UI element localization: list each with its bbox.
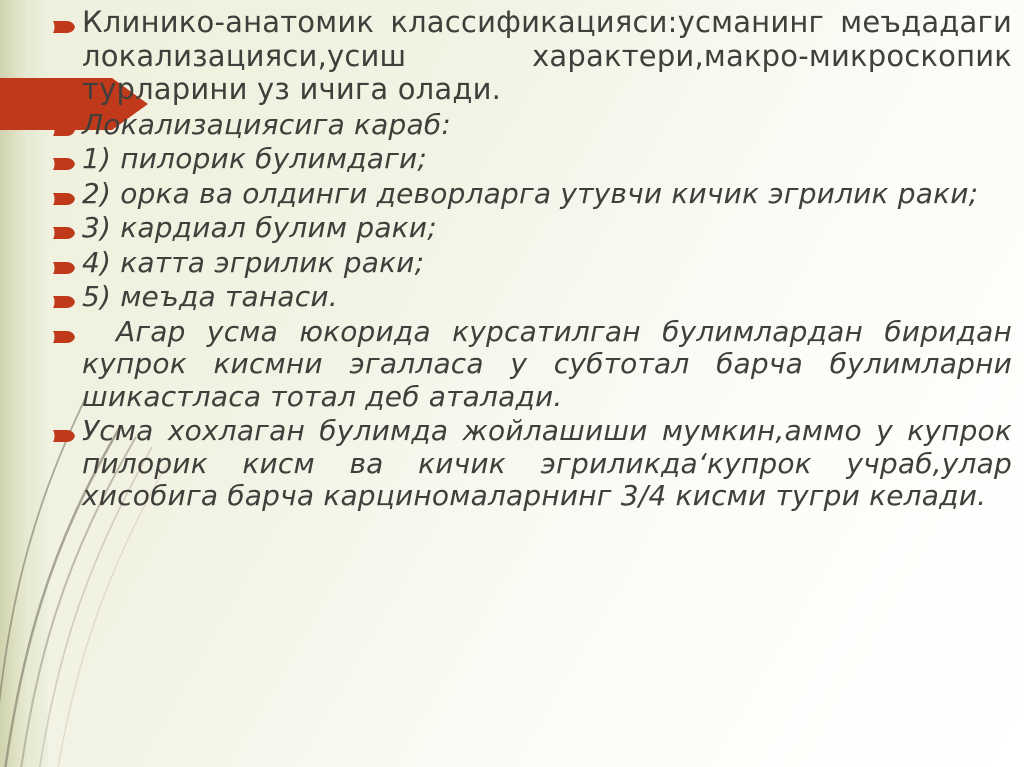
list-item-text: Усма хохлаган булимда жойлашиши мумкин,аммо у купрок пилорик кисм ва кичик эгриликда‘купрок учраб,улар хисобига барча карциномаларнинг 3/4 кисми тугри келади.: [82, 414, 1012, 513]
list-item: [52, 109, 1012, 141]
list-item: [52, 6, 1012, 107]
list-item: [52, 247, 1012, 279]
red-arrow-bullet-icon: [52, 428, 78, 444]
list-item-text: 2) орка ва олдинги деворларга утувчи кичик эгрилик раки;: [82, 176, 979, 210]
list-item-text: 5) меъда танаси.: [82, 280, 338, 314]
list-item: [52, 143, 1012, 175]
list-item-text: 1) пилорик булимдаги;: [82, 142, 428, 176]
red-arrow-bullet-icon: [52, 294, 78, 310]
list-item-text: Агар усма юкорида курсатилган булимлардан биридан купрок кисмни эгалласа у субтотал барча булимларни шикастласа тотал деб аталади.: [82, 314, 1012, 413]
red-arrow-bullet-icon: [52, 19, 78, 35]
red-arrow-bullet-icon: [52, 156, 78, 172]
list-item: [52, 316, 1012, 413]
list-item-text: 4) катта эгрилик раки;: [82, 245, 425, 279]
list-item-text: Клинико-анатомик классификацияси:усманинг меъдадаги локализацияси,усиш характери,макро-микроскопик турларини уз ичига олади.: [82, 5, 1012, 107]
red-arrow-bullet-icon: [52, 260, 78, 276]
list-item-text: 3) кардиал булим раки;: [82, 211, 437, 245]
red-arrow-bullet-icon: [52, 122, 78, 138]
red-arrow-bullet-icon: [52, 225, 78, 241]
list-item-text: Локализациясига караб:: [82, 107, 451, 141]
red-arrow-bullet-icon: [52, 191, 78, 207]
slide-body: [52, 0, 1012, 767]
list-item: [52, 415, 1012, 512]
list-item: [52, 281, 1012, 313]
red-arrow-bullet-icon: [52, 329, 78, 345]
list-item: [52, 212, 1012, 244]
list-item: [52, 178, 1012, 210]
